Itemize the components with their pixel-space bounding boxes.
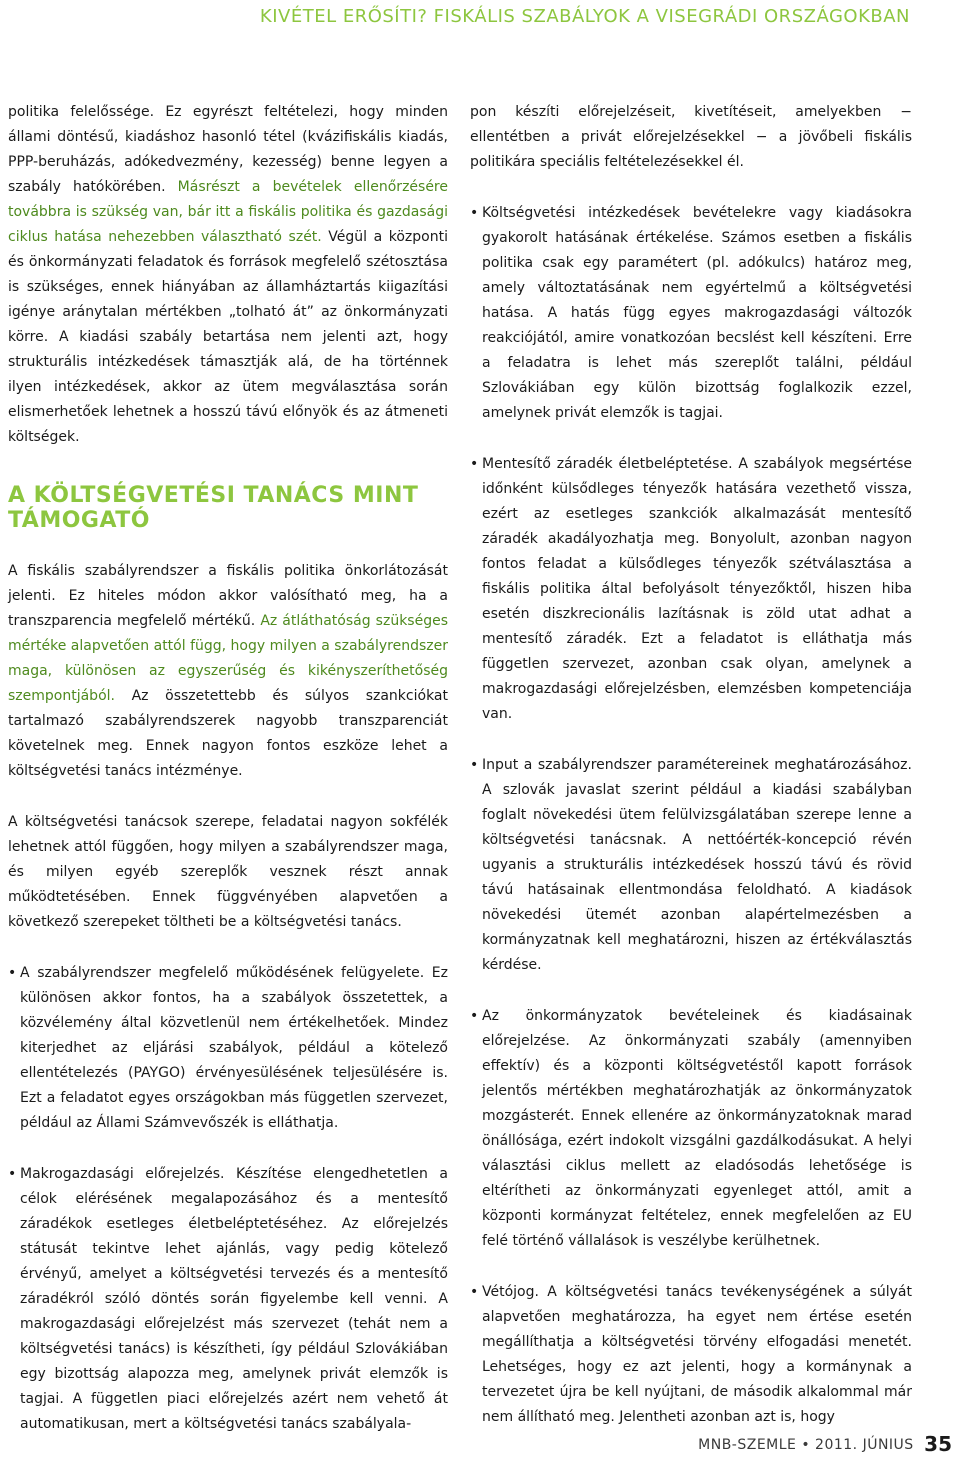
page-footer — [0, 1432, 960, 1456]
list-item: • Vétójog. A költségvetési tanács tevékenységének a súlyát alapvetően meghatározza, ha egyet nem értése esetén megállíthatja a költségvetési törvény elfogadási menetét. Lehetséges, hogy ez azt jelenti, hogy a kormánynak a tervezetet újra be kell nyújtani, de második alkalommal már nem állítható meg. Jelentheti azonban azt is, hogy — [470, 1280, 912, 1430]
list-item: • Makrogazdasági előrejelzés. Készítése elengedhetetlen a célok elérésének megalapozásához és a mentesítő záradékok esetleges életbeléptetéséhez. Az előrejelzés státusát tekintve lehet ajánlás, vagy pedig kötelező érvényű, amelyet a költségvetési tervezés és a mentesítő záradékról szóló döntés során figyelembe kell venni. A makrogazdasági előrejelzést más szervezet (tehát nem a költségvetési tanács) is készítheti, így például Szlovákiában egy bizottság alapozza meg, amelynek privát elemzők is tagjai. A független piaci előrejelzés azért nem vehető át automatikusan, mert a költségvetési tanács szabályala- — [8, 1162, 448, 1437]
running-header: KIVÉTEL ERŐSÍTI? FISKÁLIS SZABÁLYOK A VISEGRÁDI ORSZÁGOKBAN — [259, 6, 910, 27]
paragraph-3: A költségvetési tanácsok szerepe, feladatai nagyon sokfélék lehetnek attól függően, hogy milyen a szabályrendszer maga, és milyen egyéb szereplők vesznek részt annak működtetésében. Ennek függvényében alapvetően a következő szerepeket töltheti be a költségvetési tanács. — [8, 814, 448, 930]
paragraph-2: A fiskális szabályrendszer a fiskális politika önkorlátozását jelenti. Ez hiteles módon akkor valósítható meg, ha a transzparencia megfelelő mértékű. Az átláthatóság szükséges mértéke alapvetően attól függ, hogy milyen a szabályrendszer maga, különösen az egyszerűség és kikényszeríthetőség szempontjából. Az összetettebb és súlyos szankciókat tartalmazó szabályrendszerek nagyobb transzparenciát követelnek meg. Ennek nagyon fontos eszköze lehet a költségvetési tanács intézménye. — [8, 563, 448, 779]
magazine-title: MNB-SZEMLE • 2011. JÚNIUS — [698, 1437, 914, 1453]
list-item: • A szabályrendszer megfelelő működésének felügyelete. Ez különösen akkor fontos, ha a szabályok összetettek, a közvélemény által közvetlenül nem értékelhetőek. Mindez kiterjedhet az eljárási szabályok, például a kötelező ellentételezés (PAYGO) érvényesülésének teljesülésére is. Ezt a feladatot egyes országokban más független szervezet, például az Állami Számvevőszék is elláthatja. — [8, 961, 448, 1136]
page-number: 35 — [924, 1432, 952, 1456]
right-column — [470, 100, 912, 1456]
list-item: • Költségvetési intézkedések bevételekre vagy kiadásokra gyakorolt hatásának értékelése. Számos esetben a fiskális politika csak egy paramétert (pl. adókulcs) határoz meg, amely változtatásának nem egyértelmű a költségvetési hatása. A hatás függ egyes makrogazdasági változók reakciójától, amire vonatkozóan becslést kell készíteni. Erre a feladatra is lehet más szereplőt találni, például Szlovákiában egy külön bizottság foglalkozik ezzel, amelynek privát elemzők is tagjai. — [470, 201, 912, 426]
highlight-text: Az átláthatóság szükséges mértéke alapvetően attól függ, hogy milyen a szabályrendszer maga, különösen az egyszerűség és kikényszeríthetőség szempontjából. — [8, 613, 448, 704]
paragraph-1: politika felelőssége. Ez egyrészt feltételezi, hogy minden állami döntésű, kiadáshoz hasonló tétel (kvázifiskális kiadás, PPP-beruházás, adókedvezmény, kezesség) benne legyen a szabály hatókörében. Másrészt a bevételek ellenőrzésére továbbra is szükség van, bár itt a fiskális politika és gazdasági ciklus hatása nehezebben választható szét. Végül a központi és önkormányzati feladatok és források megfelelő szétosztása is szükséges, ennek hiányában az államháztartás kiigazítási igénye aránytalan mértékben „tolható át” az önkormányzati körre. A kiadási szabály betartása nem jelenti azt, hogy strukturális intézkedések támasztják alá, de ha történnek ilyen intézkedések, akkor az ütem megválasztása során elismerhetőek lehetnek a hosszú távú előnyök és az átmeneti költségek. — [8, 104, 448, 445]
highlight-text: Másrészt a bevételek ellenőrzésére továbbra is szükség van, bár itt a fiskális politika és gazdasági ciklus hatása nehezebben választható szét. — [8, 179, 448, 245]
left-column — [8, 100, 448, 1463]
section-title: A KÖLTSÉGVETÉSI TANÁCS MINT TÁMOGATÓ — [8, 483, 419, 533]
paragraph-continued: pon készíti előrejelzéseit, kivetítéseit, amelyekben − ellentétben a privát előrejelzésekkel − a jövőbeli fiskális politikára speciális feltételezésekkel él. — [470, 104, 912, 170]
role-list-right — [470, 201, 912, 1430]
list-item: • Mentesítő záradék életbeléptetése. A szabályok megsértése időnként külsődleges tényezők hatására vezethető vissza, ezért az esetleges szankciók alkalmazását mentesítő záradék akadályozhatja meg. Bonyolult, azonban nagyon fontos feladat a külsődleges tényezők szétválasztása a fiskális politika által befolyásolt tényezőktől, hiszen hiba esetén diszkrecionális lazításnak is zöld utat adhat a mentesítő záradék. Ezt a feladatot is elláthatja más független szervezet, azonban csak olyan, amelynek a makrogazdasági előrejelzésben, elemzésben kompetenciája van. — [470, 452, 912, 727]
list-item: • Input a szabályrendszer paramétereinek meghatározásához. A szlovák javaslat szerint például a kiadási szabályban foglalt növekedési ütem felülvizsgálatában szerepe lenne a költségvetési tanácsnak. A nettóérték-koncepció révén ugyanis a strukturális intézkedések hosszú távú és rövid távú hatásainak ellentmondása feloldható. A kiadások növekedési ütemét azonban alapértelmezésben a kormányzatnak kell meghatározni, hiszen az értékválasztás kérdése. — [470, 753, 912, 978]
role-list-left — [8, 961, 448, 1437]
list-item: • Az önkormányzatok bevételeinek és kiadásainak előrejelzése. Az önkormányzati szabály (amennyiben effektív) és a központi költségvetéstől kapott források jelentős mértékben meghatározhatják az önkormányzatok mozgásterét. Ennek ellenére az önkormányzatoknak marad önállósága, ezért indokolt vizsgálni gazdálkodásukat. A helyi választási ciklus mellett az eladósodás lehetősége is eltérítheti az önkormányzati egyenleget attól, amit a központi kormányzat feltételez, ennek megfelelően az EU felé történő vállalások is veszélybe kerülhetnek. — [470, 1004, 912, 1254]
